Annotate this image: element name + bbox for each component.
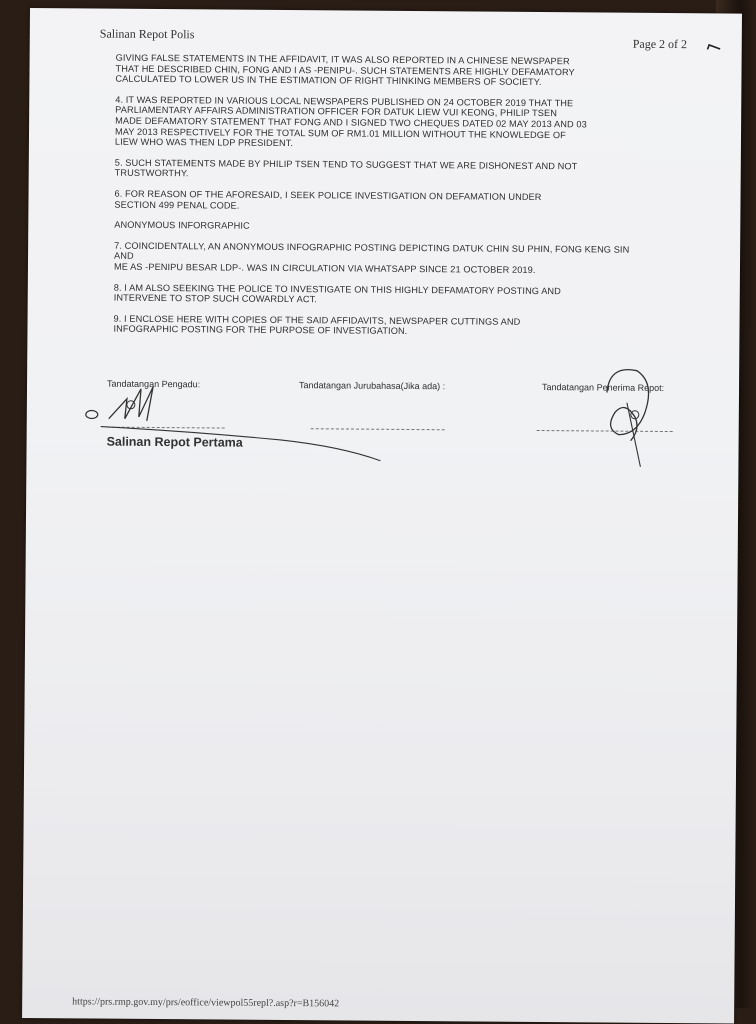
report-copy-title: Salinan Repot Pertama xyxy=(106,434,243,450)
document-header-title: Salinan Repot Polis xyxy=(99,26,195,42)
paragraph-8: 8. I AM ALSO SEEKING THE POLICE TO INVESTIGATE ON THIS HIGHLY DEFAMATORY POSTING AND INTERVENE TO STOP SUCH COWARDLY ACT. xyxy=(113,282,561,305)
paragraph-false-statements: GIVING FALSE STATEMENTS IN THE AFFIDAVIT, IT WAS ALSO REPORTED IN A CHINESE NEWSPAPER THAT HE DESCRIBED CHIN, FONG AND I AS -PENIPU-. SUCH STATEMENTS ARE HIGHLY DEFAMATORY CALCULATED TO LOWER US IN THE ESTIMATION OF RIGHT THINKING MEMBERS OF SOCIETY. xyxy=(115,52,575,88)
paragraph-5: 5. SUCH STATEMENTS MADE BY PHILIP TSEN TEND TO SUGGEST THAT WE ARE DISHONEST AND NOT TRUSTWORTHY. xyxy=(114,157,578,179)
complainant-signature-icon xyxy=(80,378,381,470)
page-number: Page 2 of 2 xyxy=(632,36,688,52)
interpreter-signature-label: Tandatangan Jurubahasa(Jika ada) : xyxy=(299,380,446,392)
handwritten-tick-icon: ⌐ xyxy=(702,33,727,62)
receiver-signature-icon xyxy=(596,362,657,472)
receiver-signature-label: Tandatangan Penerima Repot: xyxy=(541,382,665,393)
source-url: https://prs.rmp.gov.my/prs/eoffice/viewpol55repl?.asp?r=B156042 xyxy=(72,996,340,1010)
paragraph-9: 9. I ENCLOSE HERE WITH COPIES OF THE SAID AFFIDAVITS, NEWSPAPER CUTTINGS AND INFOGRAPHIC POSTING FOR THE PURPOSE OF INVESTIGATION. xyxy=(113,313,521,337)
report-body xyxy=(113,53,695,349)
paragraph-6: 6. FOR REASON OF THE AFORESAID, I SEEK POLICE INVESTIGATION ON DEFAMATION UNDER SECTION 499 PENAL CODE. xyxy=(114,188,542,211)
complainant-signature-label: Tandatangan Pengadu: xyxy=(107,378,201,390)
paragraph-7: 7. COINCIDENTALLY, AN ANONYMOUS INFOGRAPHIC POSTING DEPICTING DATUK CHIN SU PHIN, FONG KENG SIN AND ME AS -PENIPU BESAR LDP-. WAS IN CIRCULATION VIA WHATSAPP SINCE 21 OCTOBER 2019. xyxy=(113,240,630,275)
police-report-page xyxy=(22,8,742,1024)
section-heading-infographic: ANONYMOUS INFORGRAPHIC xyxy=(114,219,250,231)
paragraph-4: 4. IT WAS REPORTED IN VARIOUS LOCAL NEWSPAPERS PUBLISHED ON 24 OCTOBER 2019 THAT THE PARLIAMENTARY AFFAIRS ADMINISTRATION OFFICER FOR DATUK LIEW VUI KEONG, PHILIP TSEN MADE DEFAMATORY STATEMENT THAT FONG AND I SIGNED TWO CHEQUES DATED 02 MAY 2013 AND 03 MAY 2013 RESPECTIVELY FOR THE TOTAL SUM OF RM1.01 MILLION WITHOUT THE KNOWLEDGE OF LIEW WHO WAS THEN LDP PRESIDENT. xyxy=(114,94,587,149)
